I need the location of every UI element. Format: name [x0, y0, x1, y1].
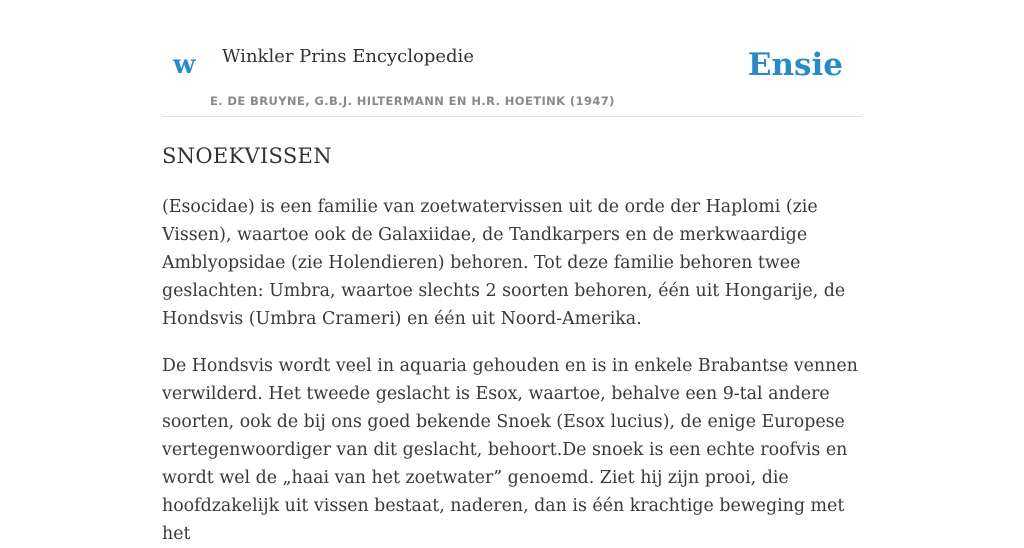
article-paragraph: (Esocidae) is een familie van zoetwatervissen uit de orde der Haplomi (zie Vissen), waartoe ook de Galaxiidae, de Tandkarpers en de merkwaardige Amblyopsidae (zie Holendieren) behoren. Tot deze familie behoren twee geslachten: Umbra, waartoe slechts 2 soorten behoren, één uit Hongarije, de Hondsvis (Umbra Crameri) en één uit Noord-Amerika.: [162, 197, 846, 329]
header: [162, 0, 862, 117]
publication-title[interactable]: Winkler Prins Encyclopedie: [222, 46, 474, 67]
publication-authors: E. DE BRUYNE, G.B.J. HILTERMANN EN H.R. HOETINK (1947): [210, 94, 615, 108]
article-title: SNOEKVISSEN: [162, 144, 332, 168]
ensie-logo-link[interactable]: Ensie: [747, 47, 843, 83]
publication-logo-icon[interactable]: w: [173, 50, 196, 80]
article-paragraph: De Hondsvis wordt veel in aquaria gehouden en is in enkele Brabantse vennen verwilderd. Het tweede geslacht is Esox, waartoe, behalve een 9-tal andere soorten, ook de bij ons goed bekende Snoek (Esox lucius), de enige Europese vertegenwoordiger van dit geslacht, behoort.De snoek is een echte roofvis en wordt wel de „haai van het zoetwater” genoemd. Ziet hij zijn prooi, die hoofdzakelijk uit vissen bestaat, naderen, dan is één krachtige beweging met het: [162, 356, 858, 544]
article-body: [162, 193, 862, 548]
page: [162, 0, 862, 548]
